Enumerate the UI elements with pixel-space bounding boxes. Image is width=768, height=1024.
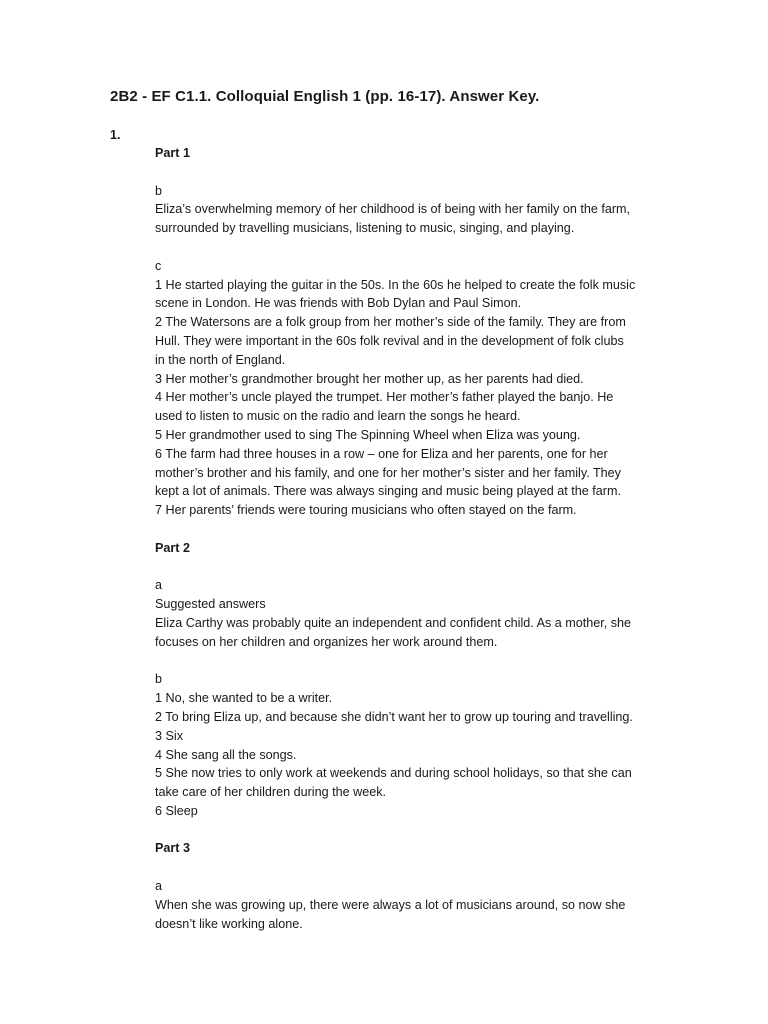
answer-line: 7 Her parents’ friends were touring musicians who often stayed on the farm. <box>155 503 577 518</box>
part3-heading: Part 3 <box>155 841 191 856</box>
answer-line: doesn’t like working alone. <box>155 916 303 931</box>
part1-heading: Part 1 <box>155 146 191 160</box>
answer-line: Suggested answers <box>155 597 266 612</box>
part1-b-answer <box>155 200 675 238</box>
part2-heading: Part 2 <box>155 540 191 555</box>
answer-line: 5 She now tries to only work at weekends and during school holidays, so that she can <box>155 766 632 781</box>
answer-line: scene in London. He was friends with Bob Dylan and Paul Simon. <box>155 296 522 311</box>
part2-a-answer <box>155 595 675 651</box>
answer-body <box>155 144 675 933</box>
answer-line: 3 Her mother’s grandmother brought her mother up, as her parents had died. <box>155 371 584 386</box>
answer-line: surrounded by travelling musicians, listening to music, singing, and playing. <box>155 221 575 236</box>
answer-line: When she was growing up, there were always a lot of musicians around, so now she <box>155 897 626 912</box>
answer-line: 2 To bring Eliza up, and because she didn’t want her to grow up touring and travelling. <box>155 709 633 724</box>
part1-b-label: b <box>155 183 163 198</box>
answer-line: in the north of England. <box>155 352 286 367</box>
part3-a-label: a <box>155 879 163 894</box>
part1-c-label: c <box>155 258 162 273</box>
answer-line: 1 No, she wanted to be a writer. <box>155 691 333 706</box>
answer-line: 6 The farm had three houses in a row – one for Eliza and her parents, one for her <box>155 446 608 461</box>
part3-a-answer <box>155 896 675 934</box>
answer-line: 4 She sang all the songs. <box>155 747 297 762</box>
part1-c-answers <box>155 276 675 520</box>
answer-line: mother’s brother and his family, and one for her mother’s sister and her family. They <box>155 465 621 480</box>
answer-line: used to listen to music on the radio and learn the songs he heard. <box>155 409 521 424</box>
answer-line: Eliza Carthy was probably quite an independent and confident child. As a mother, she <box>155 615 632 630</box>
part2-b-label: b <box>155 672 163 687</box>
answer-line: take care of her children during the week. <box>155 785 387 800</box>
part2-b-answers <box>155 689 675 821</box>
question-number: 1. <box>110 128 121 142</box>
answer-line: 4 Her mother’s uncle played the trumpet. Her mother’s father played the banjo. He <box>155 390 614 405</box>
answer-line: kept a lot of animals. There was always singing and music being played at the farm. <box>155 484 621 499</box>
answer-line: 2 The Watersons are a folk group from her mother’s side of the family. They are from <box>155 315 626 330</box>
document-title: 2B2 - EF C1.1. Colloquial English 1 (pp. 16-17). Answer Key. <box>110 88 540 105</box>
answer-line: focuses on her children and organizes her work around them. <box>155 634 498 649</box>
answer-line: Hull. They were important in the 60s folk revival and in the development of folk clubs <box>155 333 624 348</box>
answer-line: 3 Six <box>155 728 183 743</box>
part2-a-label: a <box>155 578 163 593</box>
answer-line: Eliza’s overwhelming memory of her childhood is of being with her family on the farm, <box>155 202 631 217</box>
answer-line: 6 Sleep <box>155 803 198 818</box>
answer-line: 1 He started playing the guitar in the 50s. In the 60s he helped to create the folk music <box>155 277 636 292</box>
answer-line: 5 Her grandmother used to sing The Spinning Wheel when Eliza was young. <box>155 427 581 442</box>
